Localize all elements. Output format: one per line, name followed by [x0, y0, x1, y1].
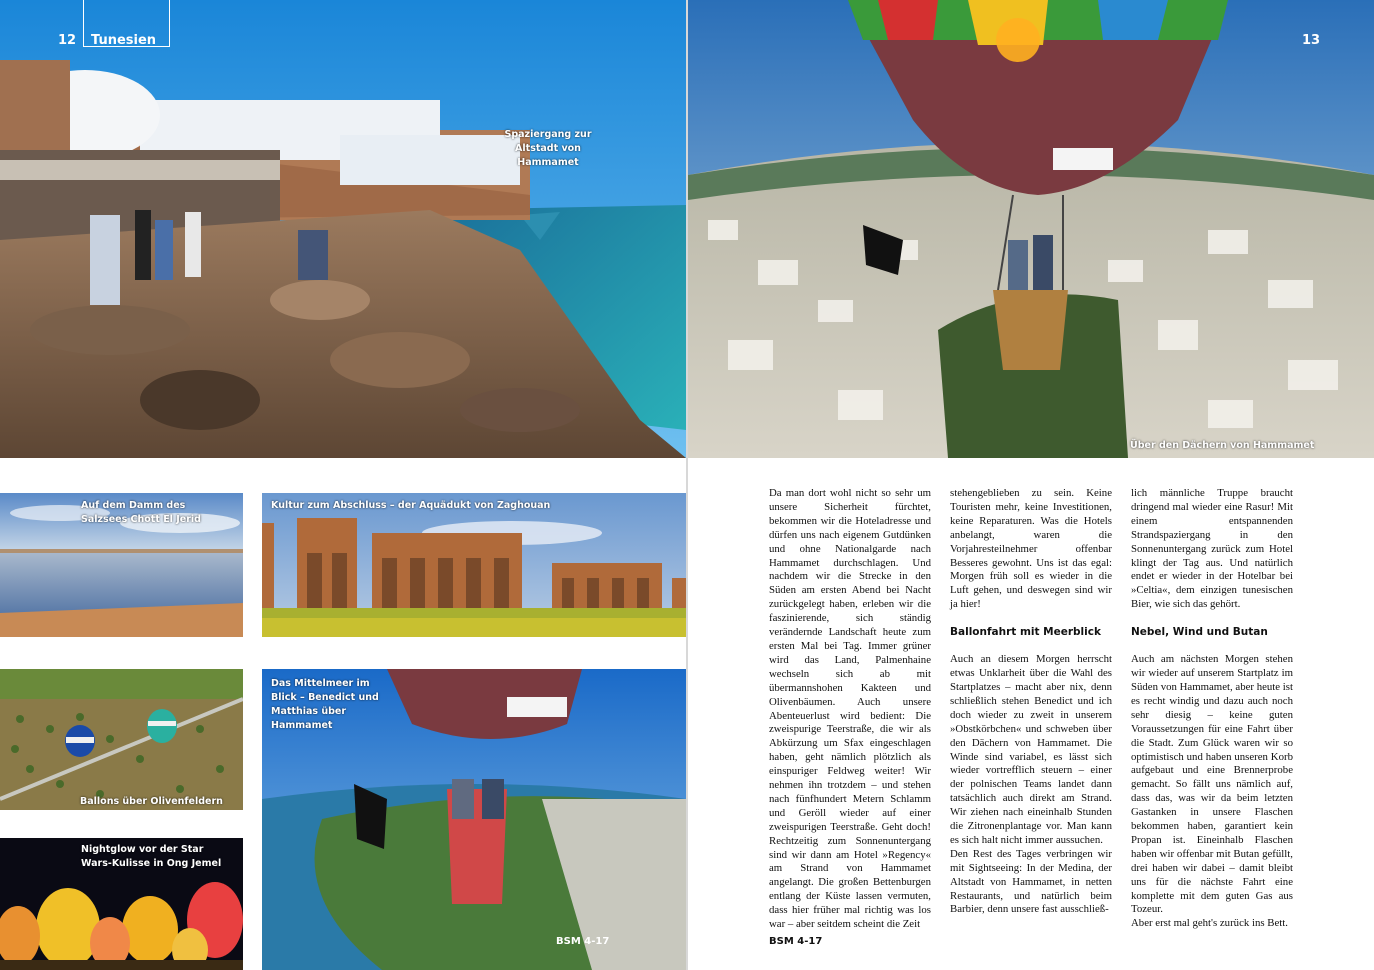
article-paragraph: Den Rest des Tages verbringen wir mit Sightseeing: In der Medina, der Altstadt von Hammamet, in netten Restaurants, und natürlich beim Barbier, denn unsere fast ausschließ-	[950, 847, 1112, 916]
photo-altstadt-hammamet	[0, 0, 686, 458]
article-column-1	[769, 487, 931, 932]
article-paragraph: Aber erst mal geht's zurück ins Bett.	[1131, 917, 1288, 930]
article-paragraph: Da man dort wohl nicht so sehr um unsere Sicherheit fürchtet, bekommen wir die Hoteladresse und dürfen uns nach eigenem Gutdünken und ohne Nationalgarde nach Hammamet durchschlagen. Und nachdem wir die Strecke in den Süden am ersten Abend bei Nacht zurückgelegt haben, erleben wir die faszinierende, sich ständig verändernde Landschaft heute zum ersten Mal bei Tag. Immer grüner wird das Land, Palmenhaine wechseln sich ab mit übermannshohen Kakteen und Olivenbäumen. Auch unsere Abenteuerlust wird bedient: Die zweispurige Teerstraße, die wir als Abkürzung um Sfax eingeschlagen haben, geht nämlich plötzlich als einspuriger Feldweg weiter! Wir nehmen ihn trotzdem – und stehen nach fünfhundert Metern Schlamm und Geröll wieder auf einer zweispurigen Teerstraße. Geht doch! Rechtzeitig zum Sonnenuntergang sind wir dann am Hotel »Regency« am Strand von Hammamet angelangt. Die großen Bettenburgen entlang der Küste lassen vermuten, dass hier früher mal richtig was los war – aber seitdem scheint die Zeit	[769, 487, 931, 931]
caption-salzsee: Auf dem Damm des Salzsees Chott El Jerid	[81, 500, 201, 525]
article-column-2	[950, 487, 1112, 917]
page-number-left: 12	[58, 33, 77, 48]
page-number-right: 13	[1302, 33, 1321, 48]
gutter-divider	[686, 0, 688, 970]
caption-altstadt: Spaziergang zur Altstadt von Hammamet	[504, 129, 592, 168]
caption-olivenfelder: Ballons über Olivenfeldern	[80, 796, 223, 807]
caption-aquaedukt: Kultur zum Abschluss – der Aquädukt von Zaghouan	[271, 500, 551, 511]
article-column-3	[1131, 487, 1293, 931]
article-paragraph: Auch am nächsten Morgen stehen wir wieder auf unserem Startplatz im Süden von Hammamet, aber heute ist es recht windig und dazu auch noch sehr diesig – keine guten Voraussetzungen für eine Fahrt über die Stadt. Zum Glück waren wir so optimistisch und haben unseren Korb aufgebaut und eine Brennerprobe gemacht. So fällt uns nämlich auf, dass das, was wir da beim letzten Gastanken in unsere Flaschen bekommen haben, garantiert kein Propan ist. Eineinhalb Flaschen haben wir offenbar mit Butan gefüllt, drei haben wir dabei – damit bleibt uns für die nächste Fahrt eine komplette mit dem guten Gas aus Tozeur.	[1131, 653, 1293, 916]
footer-right: BSM 4-17	[769, 936, 823, 947]
subheading-nebel: Nebel, Wind und Butan	[1131, 626, 1268, 639]
caption-daecher: Über den Dächern von Hammamet	[1130, 440, 1315, 451]
section-title: Tunesien	[91, 33, 157, 48]
article-paragraph: Auch an diesem Morgen herrscht etwas Unklarheit über die Wahl des Startplatzes – macht aber nix, denn schließlich stehen Benedict und ich doch wieder zu zweit in unserem »Obstkörbchen« und schweben über den Dächern von Hammamet. Die Winde sind variabel, es lässt sich wieder vortrefflich steuern – einer der polnischen Teams landet dann tatsächlich auch direkt am Strand. Wir ziehen nach eineinhalb Stunden die Zitronenplantage vor. Man kann es sich halt nicht immer aussuchen.	[950, 653, 1112, 846]
photo-aquaedukt	[262, 493, 686, 637]
footer-left: BSM 4-17	[556, 936, 610, 947]
article-paragraph: stehengeblieben zu sein. Keine Touristen mehr, keine Investitionen, keine Reparaturen. Was die Hotels anbelangt, waren die Vorjahresteilnehmer offenbar Besseres gewohnt. Uns ist das egal: Morgen früh soll es wieder in die Luft gehen, und deswegen sind wir ja hier!	[950, 487, 1112, 611]
photo-ballon-ueber-hammamet	[688, 0, 1374, 458]
caption-mittelmeer: Das Mittelmeer im Blick – Benedict und Matthias über Hammamet	[271, 678, 379, 731]
photo-olivenfelder	[0, 669, 243, 810]
subheading-ballonfahrt: Ballonfahrt mit Meerblick	[950, 626, 1101, 639]
caption-nightglow: Nightglow vor der Star Wars-Kulisse in Ong Jemel	[81, 844, 222, 869]
article-paragraph: lich männliche Truppe braucht dringend mal wieder eine Rasur! Mit einem entspannenden Strandspaziergang in den Sonnenuntergang zurück zum Hotel klingt der Tag aus. Und natürlich endet er wieder in der Hotelbar bei »Celtia«, dem einzigen tunesischen Bier, wie sich das gehört.	[1131, 487, 1293, 611]
